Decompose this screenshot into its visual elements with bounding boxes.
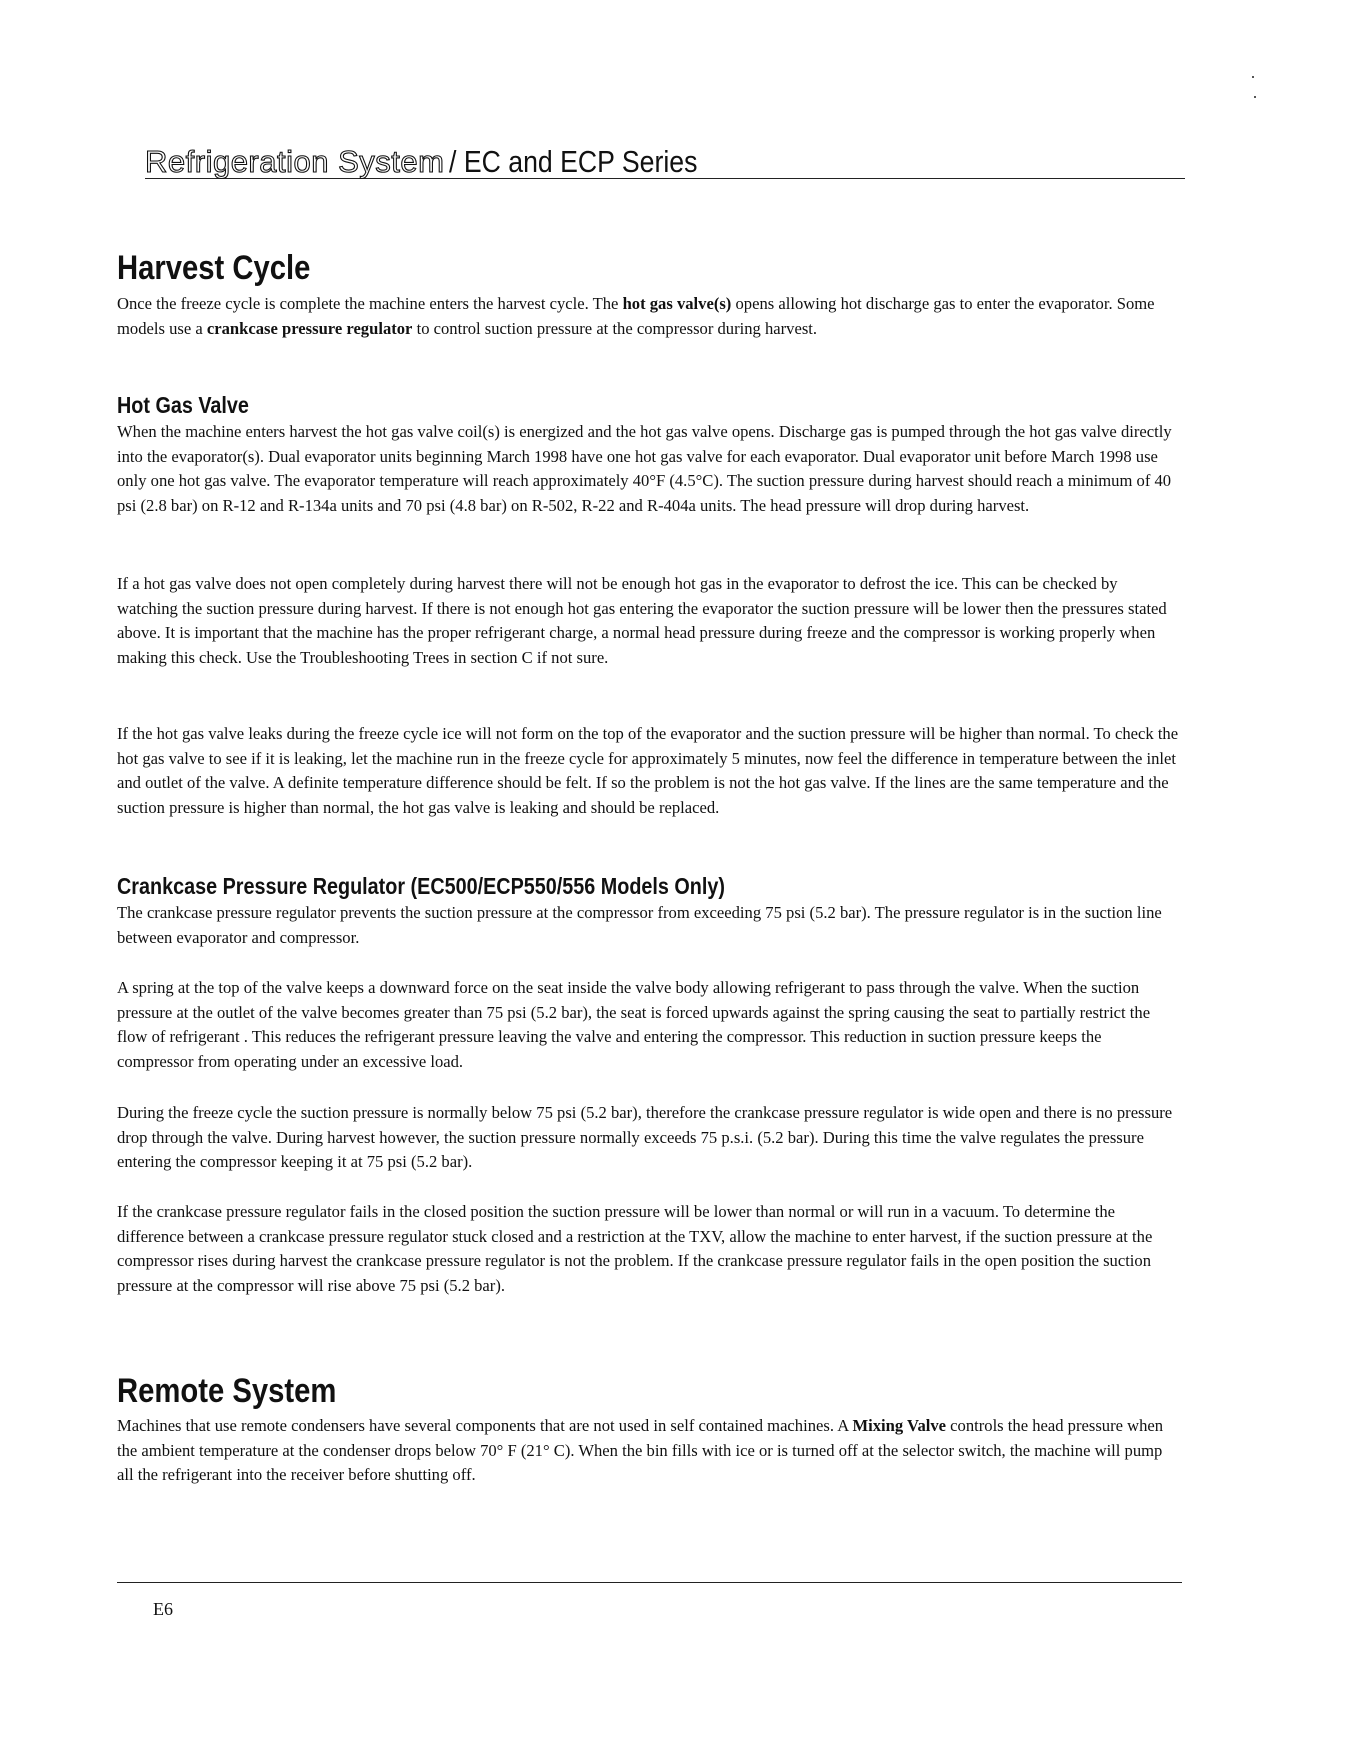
paragraph-hot-gas-3: If the hot gas valve leaks during the freeze cycle ice will not form on the top of the evaporator and the suction pressure will be higher than normal. To check the hot gas valve to see if it is leaking, let the machine run in the freeze cycle for approximately 5 minutes, now feel the difference in temperature between the inlet and outlet of the valve. A definite temperature difference should be felt. If so the problem is not the hot gas valve. If the lines are the same temperature and the suction pressure is higher than normal, the hot gas valve is leaking and should be replaced.: [117, 724, 1179, 817]
remote-intro-text-2: controls the head pressure when the ambient temperature at the condenser drops below 70° F (21° C). When the bin fills with ice or is turned off at the selector switch, the machine will pump all the refrigerant into the receiver before shutting off.: [117, 1416, 1164, 1485]
footer-rule: [117, 1582, 1182, 1583]
paragraph-crankcase-1: The crankcase pressure regulator prevents the suction pressure at the compressor from exceeding 75 psi (5.2 bar). The pressure regulator is in the suction line between evaporator and compressor.: [117, 903, 1162, 947]
page-number: E6: [153, 1599, 173, 1619]
paragraph-crankcase-3: During the freeze cycle the suction pressure is normally below 75 psi (5.2 bar), therefore the crankcase pressure regulator is wide open and there is no pressure drop through the valve. During harvest however, the suction pressure normally exceeds 75 p.s.i. (5.2 bar). During this time the valve regulates the pressure entering the compressor keeping it at 75 psi (5.2 bar).: [117, 1103, 1173, 1172]
section-title-outline: Refrigeration System: [145, 144, 445, 179]
harvest-intro-bold-crankcase-regulator: crankcase pressure regulator: [206, 318, 413, 338]
remote-intro-bold-mixing-valve: Mixing Valve: [852, 1416, 947, 1435]
scan-specks: [1252, 76, 1256, 100]
section-title-series: / EC and ECP Series: [449, 144, 698, 179]
paragraph-remote-intro: [117, 1414, 1182, 1488]
harvest-intro-text-2: opens allowing hot discharge gas to enter the evaporator. Some models use a: [117, 294, 1155, 338]
harvest-intro-text-1: Once the freeze cycle is complete the machine enters the harvest cycle. The: [117, 294, 623, 313]
paragraph-crankcase-2: A spring at the top of the valve keeps a downward force on the seat inside the valve body allowing refrigerant to pass through the valve. When the suction pressure at the outlet of the valve becomes greater than 75 psi (5.2 bar), the seat is forced upwards against the spring causing the seat to partially restrict the flow of refrigerant . This reduces the refrigerant pressure leaving the valve and entering the compressor. This reduction in suction pressure keeps the compressor from operating under an excessive load.: [117, 978, 1151, 1071]
remote-intro-text-1: Machines that use remote condensers have several components that are not used in self contained machines. A: [117, 1416, 853, 1435]
paragraph-hot-gas-1: When the machine enters harvest the hot gas valve coil(s) is energized and the hot gas valve opens. Discharge gas is pumped through the hot gas valve directly into the evaporator(s). Dual evaporator units beginning March 1998 have one hot gas valve for each evaporator. Dual evaporator unit before March 1998 use only one hot gas valve. The evaporator temperature will reach approximately 40°F (4.5°C). The suction pressure during harvest should reach a minimum of 40 psi (2.8 bar) on R-12 and R-134a units and 70 psi (4.8 bar) on R-502, R-22 and R-404a units. The head pressure will drop during harvest.: [117, 422, 1172, 515]
paragraph-harvest-intro: [117, 292, 1182, 341]
paragraph-crankcase-4: If the crankcase pressure regulator fails in the closed position the suction pressure will be lower than normal or will run in a vacuum. To determine the difference between a crankcase pressure regulator stuck closed and a restriction at the TXV, allow the machine to enter harvest, if the suction pressure at the compressor rises during harvest the crankcase pressure regulator is not the problem. If the crankcase pressure regulator fails in the open position the suction pressure at the compressor will rise above 75 psi (5.2 bar).: [117, 1202, 1153, 1295]
heading-hot-gas-valve: Hot Gas Valve: [117, 392, 249, 418]
paragraph-hot-gas-2: If a hot gas valve does not open completely during harvest there will not be enough hot gas in the evaporator to defrost the ice. This can be checked by watching the suction pressure during harvest. If there is not enough hot gas entering the evaporator the suction pressure will be lower then the pressures stated above. It is important that the machine has the proper refrigerant charge, a normal head pressure during freeze and the compressor is working properly when making this check. Use the Troubleshooting Trees in section C if not sure.: [117, 574, 1167, 667]
harvest-intro-bold-hot-gas-valve: hot gas valve(s): [622, 294, 732, 313]
heading-crankcase-regulator: Crankcase Pressure Regulator (EC500/ECP550/556 Models Only): [117, 873, 725, 899]
harvest-intro-text-3: to control suction pressure at the compressor during harvest.: [412, 318, 818, 338]
heading-remote-system: Remote System: [117, 1372, 337, 1410]
heading-harvest-cycle: Harvest Cycle: [117, 249, 311, 287]
running-header: [145, 138, 1185, 179]
